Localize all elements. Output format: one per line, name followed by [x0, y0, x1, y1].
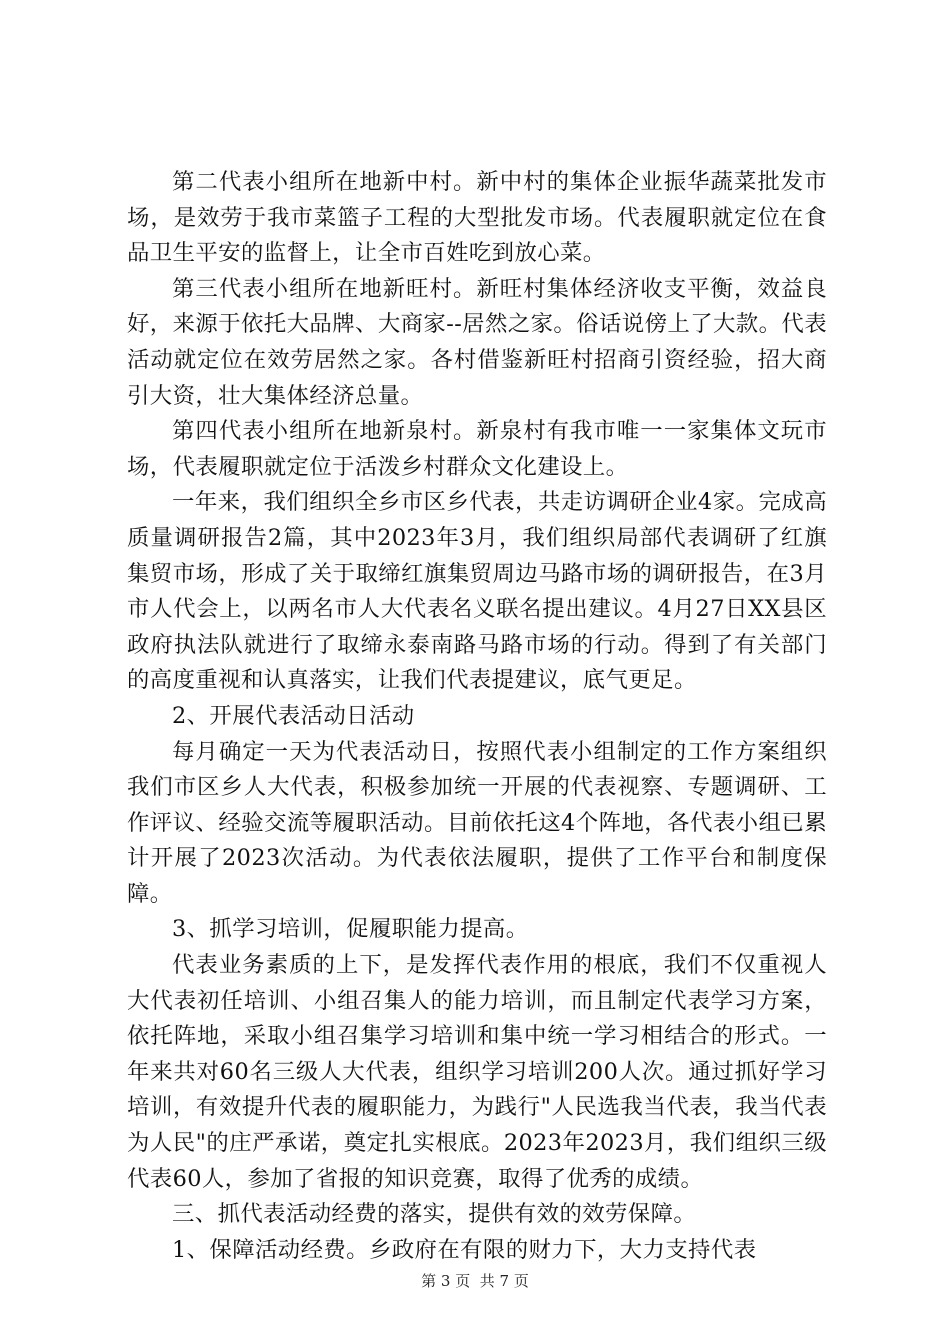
heading-activity-day: 2、开展代表活动日活动	[172, 702, 415, 729]
paragraph-annual-research: 一年来，我们组织全乡市区乡代表，共走访调研企业4家。完成高质量调研报告2篇，其中2023年3月，我们组织局部代表调研了红旗集贸市场，形成了关于取缔红旗集贸周边马路市场的调研报告，在3月市人代会上，以两名市人大代表名义联名提出建议。4月27日XX县区政府执法队就进行了取缔永泰南路马路市场的行动。得到了有关部门的高度重视和认真落实，让我们代表提建议，底气更足。	[127, 489, 827, 694]
paragraph-funding: 1、保障活动经费。乡政府在有限的财力下，大力支持代表	[172, 1236, 757, 1263]
heading-funding: 三、抓代表活动经费的落实，提供有效的效劳保障。	[172, 1201, 697, 1228]
page-number-label: 第 3 页 共 7 页	[421, 1272, 529, 1290]
paragraph-village-xinquan: 第四代表小组所在地新泉村。新泉村有我市唯一一家集体文玩市场，代表履职就定位于活泼乡村群众文化建设上。	[127, 418, 827, 480]
paragraph-training: 代表业务素质的上下，是发挥代表作用的根底，我们不仅重视人大代表初任培训、小组召集人的能力培训，而且制定代表学习方案，依托阵地，采取小组召集学习培训和集中统一学习相结合的形式。一年来共对60名三级人大代表，组织学习培训200人次。通过抓好学习培训，有效提升代表的履职能力，为践行"人民选我当代表，我当代表为人民"的庄严承诺，奠定扎实根底。2023年2023月，我们组织三级代表60人，参加了省报的知识竞赛，取得了优秀的成绩。	[127, 952, 827, 1192]
page-footer	[0, 1270, 950, 1291]
paragraph-village-xinzhong: 第二代表小组所在地新中村。新中村的集体企业振华蔬菜批发市场，是效劳于我市菜篮子工程的大型批发市场。代表履职就定位在食品卫生平安的监督上，让全市百姓吃到放心菜。	[127, 169, 827, 267]
heading-training: 3、抓学习培训，促履职能力提高。	[172, 916, 529, 943]
document-body	[127, 165, 827, 1268]
paragraph-activity-day: 每月确定一天为代表活动日，按照代表小组制定的工作方案组织我们市区乡人大代表，积极参加统一开展的代表视察、专题调研、工作评议、经验交流等履职活动。目前依托这4个阵地，各代表小组已累计开展了2023次活动。为代表依法履职，提供了工作平台和制度保障。	[127, 738, 827, 907]
paragraph-village-xinwang: 第三代表小组所在地新旺村。新旺村集体经济收支平衡，效益良好，来源于依托大品牌、大商家--居然之家。俗话说傍上了大款。代表活动就定位在效劳居然之家。各村借鉴新旺村招商引资经验，招大商引大资，壮大集体经济总量。	[127, 275, 827, 409]
